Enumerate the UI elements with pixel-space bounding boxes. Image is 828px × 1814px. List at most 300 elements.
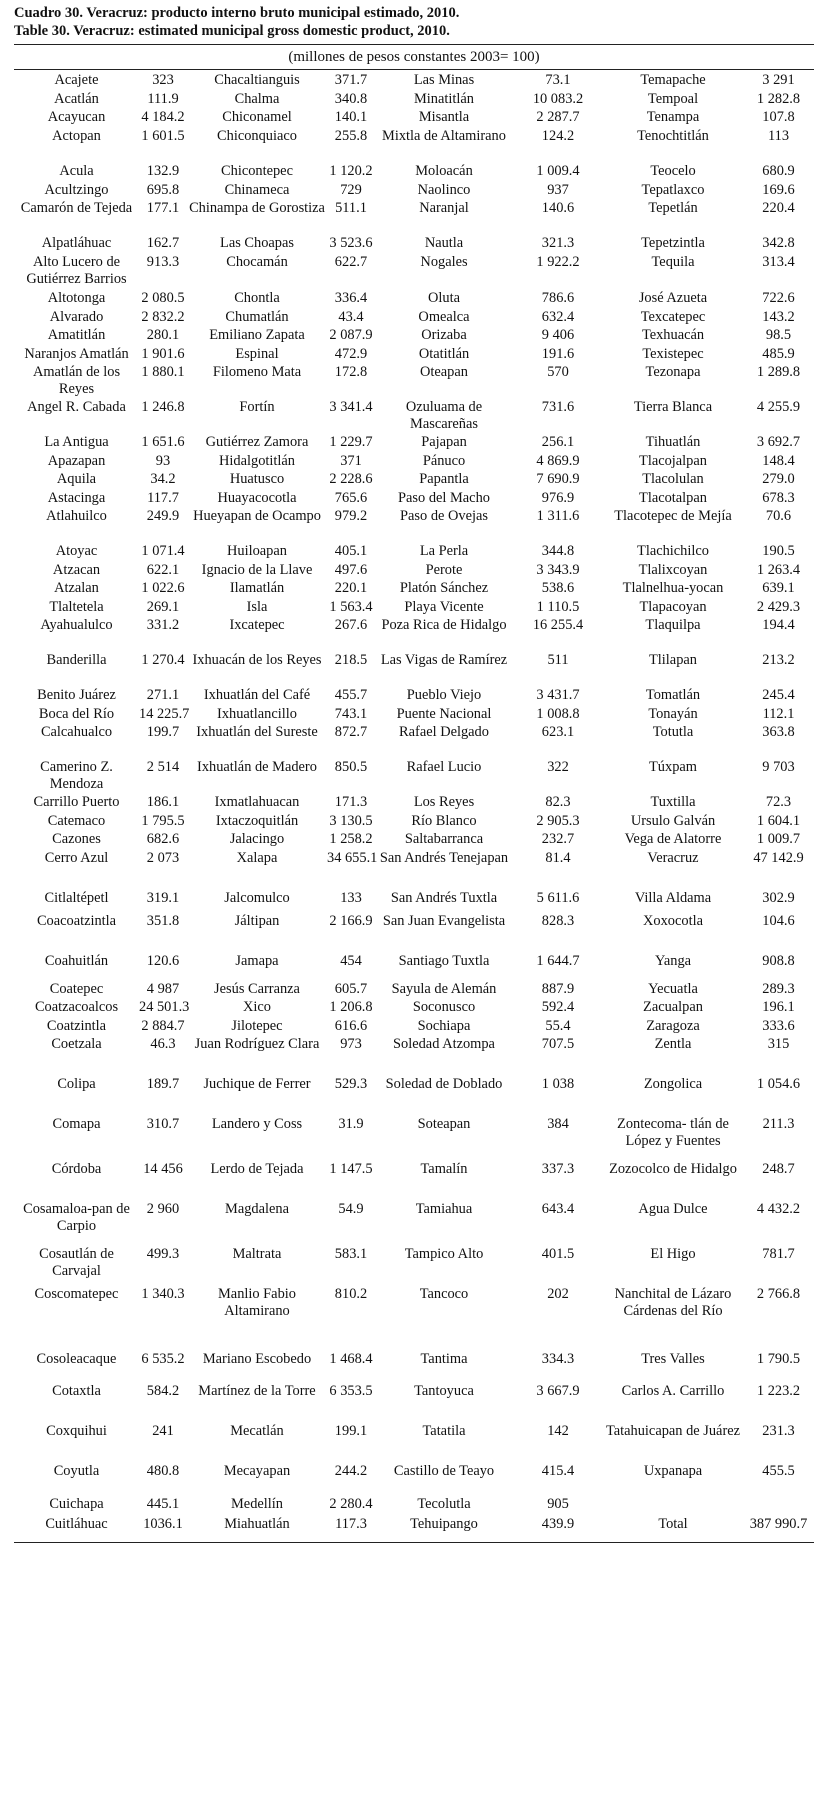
municipality-name: Camarón de Tejeda	[20, 200, 133, 216]
gdp-value: 810.2	[334, 1286, 368, 1302]
municipality-name: Ixhuatlán del Café	[203, 687, 311, 703]
table-row	[14, 89, 814, 108]
table-row	[14, 325, 814, 344]
municipality-name: Tequila	[651, 254, 695, 270]
municipality-name: Tuxtilla	[650, 794, 696, 810]
table-row	[14, 180, 814, 199]
gdp-value: 117.7	[147, 489, 179, 506]
table-row	[14, 1421, 814, 1461]
gdp-value: 98.5	[765, 327, 792, 343]
municipality-name: Jalcomulco	[224, 889, 290, 906]
municipality-name: Coacoatzintla	[36, 912, 117, 929]
gdp-value: 213.2	[762, 652, 795, 668]
gdp-value: 218.5	[334, 652, 368, 668]
municipality-name: Tehuipango	[410, 1516, 478, 1532]
gdp-value: 2 287.7	[536, 109, 580, 125]
gdp-value: 1 289.8	[756, 364, 801, 380]
gdp-value: 1 311.6	[536, 508, 580, 524]
gdp-value: 310.7	[146, 1116, 180, 1132]
municipality-name: Cotaxtla	[52, 1383, 101, 1399]
municipality-name: La Perla	[419, 543, 469, 559]
municipality-name: Misantla	[418, 109, 470, 125]
municipality-name: Papantla	[419, 471, 469, 487]
gdp-value: 743.1	[334, 705, 368, 722]
gdp-value: 34.2	[150, 471, 176, 487]
municipality-name: Medellín	[231, 1496, 283, 1512]
municipality-name: Tepetzintla	[641, 235, 705, 251]
municipality-name: Mecayapan	[223, 1463, 291, 1479]
table-row	[14, 451, 814, 470]
gdp-value: 162.7	[146, 235, 180, 251]
units-note: (millones de pesos constantes 2003= 100)	[288, 49, 540, 65]
gdp-value: 485.9	[762, 345, 795, 362]
gdp-value: 1 120.2	[329, 162, 373, 179]
gdp-value: 538.6	[541, 580, 575, 596]
municipality-name: Calcahualco	[40, 724, 113, 740]
gdp-value: 323	[152, 72, 174, 88]
municipality-name: Atzacan	[52, 561, 101, 578]
municipality-name: Tecolutla	[417, 1496, 471, 1512]
gdp-value: 104.6	[762, 912, 795, 929]
municipality-name: Total	[658, 1516, 688, 1532]
gdp-value: 148.4	[762, 452, 795, 469]
gdp-value: 319.1	[146, 889, 180, 906]
municipality-name: Actopan	[52, 127, 101, 144]
gdp-value: 140.6	[541, 200, 575, 216]
municipality-name: Tlilapan	[649, 652, 697, 668]
gdp-value: 331.2	[146, 617, 180, 633]
municipality-name: Tantima	[420, 1351, 468, 1367]
table-row	[14, 70, 814, 89]
gdp-value: 220.4	[762, 200, 795, 216]
municipality-name: El Higo	[650, 1246, 696, 1262]
municipality-name: Martínez de la Torre	[198, 1383, 316, 1399]
municipality-name: Nautla	[424, 235, 464, 251]
gdp-table	[14, 70, 814, 1542]
gdp-value: 979.2	[334, 508, 368, 524]
municipality-name: Tamalín	[420, 1161, 468, 1177]
gdp-value: 70.6	[765, 508, 792, 524]
gdp-value: 256.1	[541, 434, 575, 450]
gdp-value: 1 206.8	[329, 999, 373, 1015]
municipality-name: Naolinco	[417, 181, 471, 198]
gdp-value: 191.6	[541, 345, 575, 362]
municipality-name: San Juan Evangelista	[382, 912, 506, 929]
gdp-value: 120.6	[146, 952, 180, 969]
municipality-name: Zentla	[654, 1036, 692, 1052]
municipality-name: Atoyac	[55, 543, 98, 559]
table-row	[14, 792, 814, 811]
municipality-name: Comapa	[52, 1116, 101, 1132]
gdp-value: 973	[340, 1036, 362, 1052]
table-row	[14, 1349, 814, 1381]
table-row	[14, 488, 814, 507]
gdp-value: 2 766.8	[756, 1286, 801, 1302]
gdp-value: 232.7	[541, 831, 575, 847]
municipality-name: Vega de Alatorre	[624, 831, 722, 847]
table-row	[14, 307, 814, 326]
municipality-name: Soteapan	[417, 1116, 471, 1132]
municipality-name: Magdalena	[225, 1201, 289, 1217]
gdp-value: 6 535.2	[141, 1351, 185, 1367]
municipality-name: Chontla	[234, 290, 280, 306]
table-row	[14, 722, 814, 757]
municipality-name: Yecuatla	[648, 980, 698, 997]
gdp-value: 337.3	[541, 1161, 575, 1177]
municipality-name: Ixhuatlán del Sureste	[196, 724, 318, 740]
gdp-value: 3 291	[762, 72, 795, 88]
gdp-value: 1 022.6	[141, 580, 185, 596]
gdp-value: 279.0	[762, 471, 795, 487]
gdp-value: 9 406	[541, 327, 575, 343]
gdp-value: 384	[547, 1116, 569, 1132]
table-title-english: Table 30. Veracruz: estimated municipal gross domestic product, 2010.	[14, 23, 450, 39]
gdp-value: 340.8	[334, 90, 368, 107]
gdp-value: 271.1	[146, 687, 180, 703]
municipality-name: Tatatila	[422, 1423, 466, 1439]
municipality-name: Veracruz	[647, 849, 699, 866]
table-row	[14, 107, 814, 126]
municipality-name: Platón Sánchez	[399, 580, 489, 596]
municipality-name: Totutla	[652, 724, 694, 740]
gdp-value: 5 611.6	[536, 889, 580, 906]
municipality-name: Chacaltianguis	[214, 72, 300, 88]
municipality-name: Las Vigas de Ramírez	[380, 652, 508, 668]
municipality-name: Huatusco	[229, 471, 285, 487]
municipality-name: Coahuitlán	[44, 952, 109, 969]
municipality-name: Zongolica	[643, 1076, 703, 1092]
municipality-name: Tepetlán	[648, 200, 698, 216]
gdp-value: 905	[547, 1496, 569, 1512]
municipality-name: Tlacotepec de Mejía	[614, 508, 732, 524]
gdp-value: 387 990.7	[749, 1516, 808, 1532]
gdp-value: 1 282.8	[756, 90, 801, 107]
municipality-name: Zontecoma- tlán de López y Fuentes	[617, 1116, 729, 1149]
table-row	[14, 1034, 814, 1074]
gdp-value: 199.1	[334, 1423, 368, 1439]
gdp-value: 872.7	[334, 724, 368, 740]
municipality-name: Coatepec	[49, 980, 104, 997]
gdp-value: 3 523.6	[329, 235, 373, 251]
municipality-name: Alpatláhuac	[41, 235, 112, 251]
gdp-value: 43.4	[338, 308, 364, 325]
gdp-value: 828.3	[541, 912, 575, 929]
gdp-value: 46.3	[150, 1036, 176, 1052]
gdp-value: 1 270.4	[141, 652, 185, 668]
municipality-name: Cerro Azul	[44, 849, 109, 866]
gdp-value: 4 184.2	[141, 109, 185, 125]
municipality-name: Hidalgotitlán	[219, 452, 295, 469]
table-row	[14, 704, 814, 723]
municipality-name: Tomatlán	[645, 687, 701, 703]
municipality-name: Huayacocotla	[217, 489, 297, 506]
municipality-name: Cosautlán de Carvajal	[39, 1246, 114, 1279]
municipality-name: Ixhuacán de los Reyes	[192, 652, 322, 668]
gdp-value: 142	[547, 1423, 569, 1439]
municipality-name: Alvarado	[49, 308, 104, 325]
gdp-value: 2 073	[146, 849, 180, 866]
gdp-value: 2 960	[146, 1201, 180, 1217]
gdp-value: 172.8	[334, 364, 368, 380]
gdp-value: 1 258.2	[329, 831, 373, 847]
municipality-name: Tlapacoyan	[639, 598, 707, 615]
gdp-value: 454	[340, 952, 362, 969]
gdp-value: 1 246.8	[141, 399, 185, 415]
municipality-name: Cazones	[52, 831, 101, 847]
municipality-name: Acula	[59, 162, 94, 179]
municipality-name: Colipa	[57, 1076, 96, 1092]
table-row	[14, 1159, 814, 1199]
municipality-name: Coetzala	[51, 1036, 102, 1052]
municipality-name: Cuichapa	[49, 1496, 104, 1512]
municipality-name: Chicontepec	[221, 162, 293, 179]
gdp-value: 472.9	[334, 345, 368, 362]
gdp-value: 4 869.9	[536, 452, 580, 469]
table-row	[14, 1494, 814, 1514]
municipality-name: Tlaltetela	[49, 598, 104, 615]
gdp-value: 93	[155, 452, 171, 469]
gdp-value: 480.8	[146, 1463, 180, 1479]
municipality-name: Tihuatlán	[645, 434, 701, 450]
gdp-value: 1 795.5	[141, 812, 185, 829]
table-title-spanish: Cuadro 30. Veracruz: producto interno bruto municipal estimado, 2010.	[14, 5, 460, 21]
gdp-value: 786.6	[541, 290, 575, 306]
gdp-value: 34 655.1	[327, 849, 378, 866]
municipality-name: Sayula de Alemán	[391, 980, 497, 997]
gdp-value: 169.6	[762, 181, 795, 198]
municipality-name: Ixhuatlancillo	[217, 705, 297, 722]
municipality-name: Tierra Blanca	[633, 399, 713, 415]
municipality-name: Orizaba	[421, 327, 467, 343]
table-row	[14, 911, 814, 951]
gdp-value: 2 832.2	[141, 308, 185, 325]
gdp-value: 976.9	[541, 489, 575, 506]
gdp-value: 570	[547, 364, 569, 380]
gdp-value: 3 692.7	[756, 434, 801, 450]
gdp-value: 117.3	[335, 1516, 367, 1532]
gdp-value: 199.7	[146, 724, 180, 740]
table-row	[14, 506, 814, 541]
municipality-name: Ozuluama de Mascareñas	[405, 399, 483, 432]
gdp-value: 190.5	[762, 543, 795, 559]
municipality-name: Nanchital de Lázaro Cárdenas del Río	[614, 1286, 732, 1319]
municipality-name: Lerdo de Tejada	[210, 1161, 304, 1177]
table-row	[14, 252, 814, 288]
municipality-name: Tantoyuca	[414, 1383, 474, 1399]
municipality-name: Chalma	[234, 90, 280, 107]
gdp-value: 47 142.9	[753, 849, 804, 866]
gdp-value: 73.1	[545, 72, 571, 88]
municipality-name: Soledad de Doblado	[385, 1076, 503, 1092]
gdp-value: 405.1	[334, 543, 368, 559]
gdp-value: 143.2	[762, 308, 795, 325]
gdp-value: 1 644.7	[536, 952, 580, 969]
gdp-value: 1 263.4	[756, 561, 801, 578]
gdp-value: 124.2	[541, 127, 575, 144]
municipality-name: Pueblo Viejo	[406, 687, 482, 703]
municipality-name: Agua Dulce	[638, 1201, 708, 1217]
municipality-name: Cuitláhuac	[45, 1516, 108, 1532]
gdp-value: 1 147.5	[329, 1161, 373, 1177]
municipality-name: Jáltipan	[234, 912, 280, 929]
gdp-value: 2 514	[146, 759, 180, 775]
municipality-name: Acatlán	[54, 90, 99, 107]
municipality-name: Acultzingo	[44, 181, 109, 198]
gdp-value: 497.6	[334, 561, 368, 578]
gdp-value: 623.1	[541, 724, 575, 740]
municipality-name: Soconusco	[412, 999, 476, 1015]
municipality-name: Texcatepec	[640, 308, 706, 325]
municipality-name: Amatlán de los Reyes	[32, 364, 121, 397]
municipality-name: Zozocolco de Hidalgo	[609, 1161, 737, 1177]
municipality-name: Xalapa	[236, 849, 278, 866]
gdp-value: 584.2	[146, 1383, 180, 1399]
gdp-value: 1 651.6	[141, 434, 185, 450]
gdp-value: 4 432.2	[756, 1201, 801, 1217]
gdp-value: 177.1	[146, 200, 180, 216]
table-row	[14, 1244, 814, 1284]
table-row	[14, 615, 814, 650]
gdp-value: 16 255.4	[532, 617, 584, 633]
municipality-name: Maltrata	[232, 1246, 282, 1262]
municipality-name: Jalacingo	[229, 831, 285, 847]
gdp-value: 112.1	[762, 705, 795, 722]
table-row	[14, 362, 814, 397]
gdp-value: 1 008.8	[536, 705, 580, 722]
table-row	[14, 288, 814, 307]
municipality-name: Tancoco	[419, 1286, 469, 1302]
gdp-value: 643.4	[541, 1201, 575, 1217]
municipality-name: Tlachichilco	[637, 543, 709, 559]
table-row	[14, 1461, 814, 1494]
table-row	[14, 469, 814, 488]
table-row	[14, 1284, 814, 1349]
municipality-name: Tlacojalpan	[639, 452, 707, 469]
gdp-value: 255.8	[334, 127, 368, 144]
gdp-value	[743, 1494, 814, 1514]
municipality-name: Teocelo	[650, 162, 696, 179]
municipality-name: Córdoba	[51, 1161, 102, 1177]
municipality-name: Tlalnelhua-yocan	[622, 580, 724, 596]
gdp-value: 3 431.7	[536, 687, 580, 703]
table-row	[14, 1381, 814, 1421]
municipality-name: Santiago Tuxtla	[398, 952, 490, 969]
municipality-name: Ayahualulco	[40, 617, 113, 633]
municipality-name: Gutiérrez Zamora	[205, 434, 309, 450]
gdp-value: 2 905.3	[536, 812, 580, 829]
municipality-name: Nogales	[420, 254, 468, 270]
municipality-name: Hueyapan de Ocampo	[193, 508, 321, 524]
gdp-value: 245.4	[762, 687, 795, 703]
gdp-value: 2 429.3	[756, 598, 801, 615]
municipality-name: Túxpam	[649, 759, 697, 775]
gdp-value: 267.6	[334, 617, 368, 633]
gdp-value: 333.6	[762, 1017, 795, 1034]
gdp-value: 336.4	[334, 290, 368, 306]
table-row	[14, 951, 814, 979]
municipality-name: Ursulo Galván	[630, 812, 716, 829]
gdp-value: 371.7	[334, 72, 368, 88]
gdp-value: 3 341.4	[329, 399, 373, 415]
municipality-name: Tlalixcoyan	[638, 561, 708, 578]
gdp-value: 529.3	[334, 1076, 368, 1092]
gdp-value: 499.3	[146, 1246, 180, 1262]
gdp-value: 269.1	[146, 598, 180, 615]
gdp-value: 72.3	[765, 794, 792, 810]
gdp-value: 2 884.7	[141, 1017, 185, 1034]
gdp-value: 1 901.6	[141, 345, 185, 362]
gdp-value: 140.1	[334, 109, 368, 125]
table-row	[14, 198, 814, 233]
gdp-value: 765.6	[334, 489, 368, 506]
gdp-value: 231.3	[762, 1423, 795, 1439]
gdp-value: 321.3	[541, 235, 575, 251]
municipality-name: Filomeno Mata	[212, 364, 302, 380]
gdp-value: 682.6	[146, 831, 180, 847]
gdp-value: 632.4	[541, 308, 575, 325]
table-row	[14, 541, 814, 560]
municipality-name: Mecatlán	[230, 1423, 284, 1439]
municipality-name: Chiconquiaco	[217, 127, 297, 144]
gdp-value: 344.8	[541, 543, 575, 559]
gdp-value: 248.7	[762, 1161, 795, 1177]
gdp-value: 24 501.3	[139, 999, 190, 1015]
municipality-name: Banderilla	[46, 652, 107, 668]
municipality-name: Texistepec	[642, 345, 704, 362]
municipality-name: Los Reyes	[413, 794, 475, 810]
municipality-name: Landero y Coss	[211, 1116, 303, 1132]
municipality-name: Tamiahua	[415, 1201, 473, 1217]
municipality-name: Zacualpan	[643, 999, 703, 1015]
municipality-name: Tonayán	[648, 705, 698, 722]
gdp-value: 55.4	[545, 1017, 571, 1034]
gdp-value: 511.1	[335, 200, 367, 216]
municipality-name: Angel R. Cabada	[27, 399, 126, 415]
municipality-name: Texhuacán	[641, 327, 705, 343]
gdp-value: 1 071.4	[141, 543, 185, 559]
gdp-value: 1 601.5	[141, 127, 185, 144]
gdp-value: 2 087.9	[329, 327, 373, 343]
municipality-name: Tlacolulan	[642, 471, 704, 487]
municipality-name: Playa Vicente	[404, 598, 484, 615]
table-row	[14, 757, 814, 792]
municipality-name: Amatitlán	[47, 327, 106, 343]
gdp-value: 850.5	[334, 759, 368, 775]
gdp-value: 729	[340, 181, 362, 198]
table-body	[14, 70, 814, 1542]
municipality-name: Tres Valles	[641, 1351, 705, 1367]
table-row	[14, 1514, 814, 1542]
gdp-value: 678.3	[762, 489, 795, 506]
table-row	[14, 1114, 814, 1159]
gdp-value: 455.7	[334, 687, 368, 703]
table-row	[14, 979, 814, 998]
document-page	[14, 0, 814, 1543]
table-row	[14, 1074, 814, 1114]
municipality-name: Chumatlán	[225, 308, 289, 325]
municipality-name: Acajete	[54, 72, 99, 88]
gdp-value: 1 468.4	[329, 1351, 373, 1367]
table-row	[14, 344, 814, 363]
municipality-name: Tenampa	[646, 109, 700, 125]
table-row	[14, 560, 814, 579]
municipality-name: Coscomatepec	[34, 1286, 119, 1302]
gdp-value: 31.9	[338, 1116, 364, 1132]
table-row	[14, 397, 814, 432]
gdp-value: 439.9	[541, 1516, 575, 1532]
gdp-value: 2 166.9	[329, 912, 373, 929]
gdp-value: 189.7	[146, 1076, 180, 1092]
